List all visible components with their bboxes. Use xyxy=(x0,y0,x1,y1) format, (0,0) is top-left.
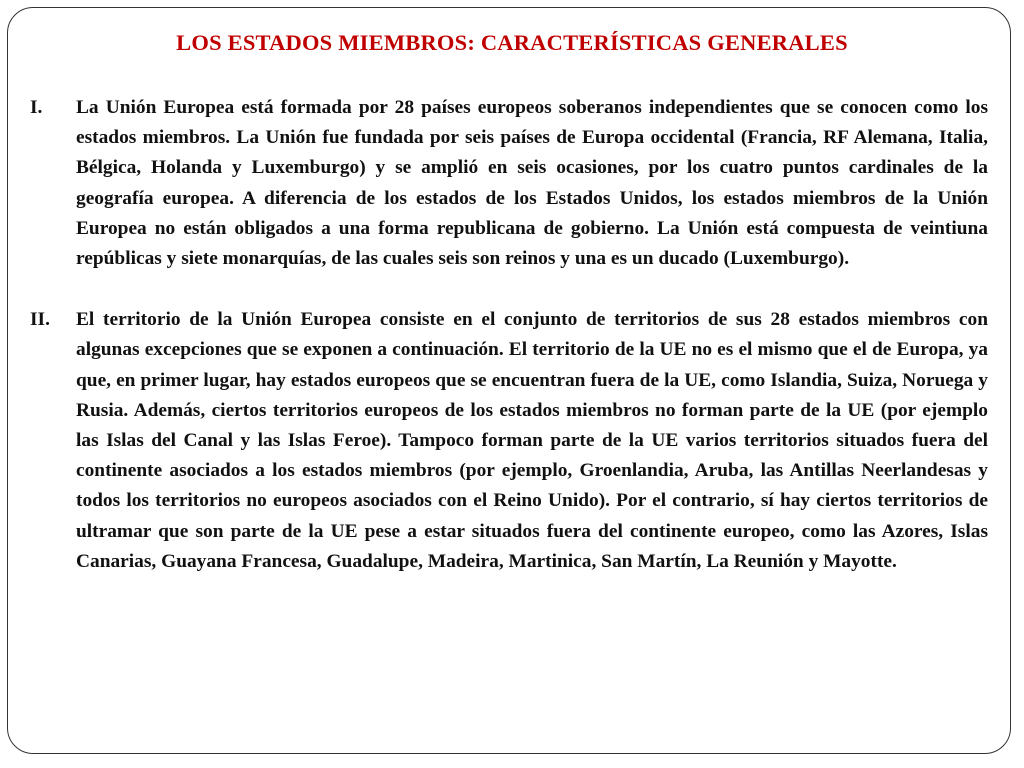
list-item-i xyxy=(30,93,988,274)
numbered-list xyxy=(30,93,988,577)
list-item-ii xyxy=(30,305,988,577)
slide-title: LOS ESTADOS MIEMBROS: CARACTERÍSTICAS GENERALES xyxy=(176,30,848,55)
list-item-number: I. xyxy=(30,97,43,118)
list-item-text: La Unión Europea está formada por 28 países europeos soberanos independientes que se conocen como los estados miembros. La Unión fue fundada por seis países de Europa occidental (Francia, RF Alemana, Italia, Bélgica, Holanda y Luxemburgo) y se amplió en seis ocasiones, por los cuatro puntos cardinales de la geografía europea. A diferencia de los estados de los Estados Unidos, los estados miembros de la Unión Europea no están obligados a una forma republicana de gobierno. La Unión está compuesta de veintiuna repúblicas y siete monarquías, de las cuales seis son reinos y una es un ducado (Luxemburgo). xyxy=(76,97,988,270)
list-item-number: II. xyxy=(30,309,50,331)
list-item-text: El territorio de la Unión Europea consiste en el conjunto de territorios de sus 28 estados miembros con algunas excepciones que se exponen a continuación. El territorio de la UE no es el mismo que el de Europa, ya que, en primer lugar, hay estados europeos que se encuentran fuera de la UE, como Islandia, Suiza, Noruega y Rusia. Además, ciertos territorios europeos de los estados miembros no forman parte de la UE (por ejemplo las Islas del Canal y las Islas Feroe). Tampoco forman parte de la UE varios territorios situados fuera del continente asociados a los estados miembros (por ejemplo, Groenlandia, Aruba, las Antillas Neerlandesas y todos los territorios no europeos asociados con el Reino Unido). Por el contrario, sí hay ciertos territorios de ultramar que son parte de la UE pese a estar situados fuera del continente europeo, como las Azores, Islas Canarias, Guayana Francesa, Guadalupe, Madeira, Martinica, San Martín, La Reunión y Mayotte. xyxy=(76,309,988,572)
